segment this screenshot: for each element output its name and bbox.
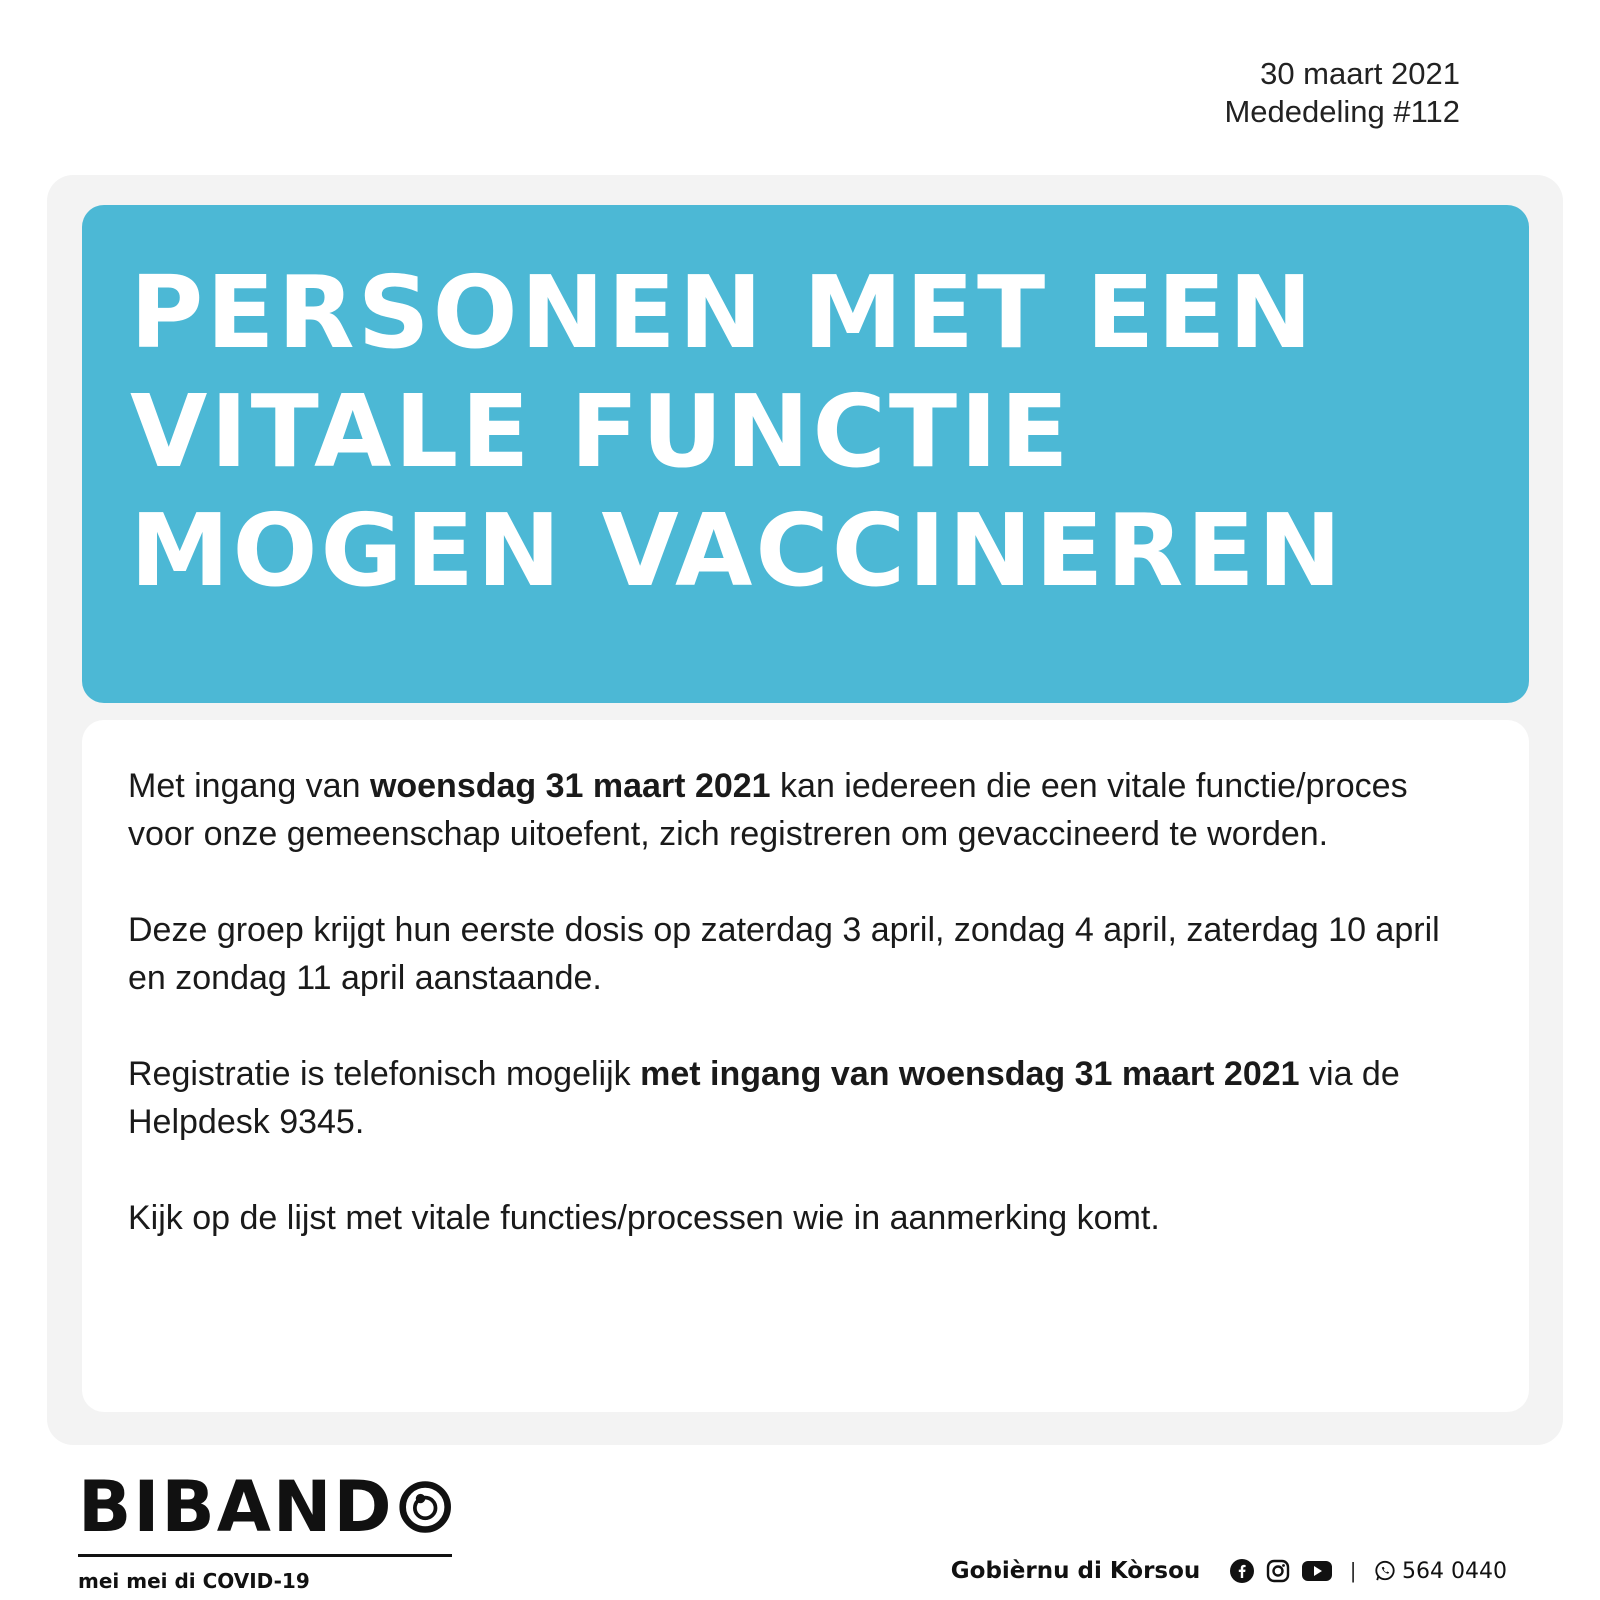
helpdesk-date-emphasis: met ingang van woensdag 31 maart 2021 bbox=[640, 1055, 1300, 1093]
footer-contact bbox=[951, 1558, 1507, 1584]
headline-line-2: VITALE FUNCTIE bbox=[130, 373, 1072, 490]
bibando-logo bbox=[78, 1466, 452, 1593]
paragraph-helpdesk: Registratie is telefonisch mogelijk met ingang van woensdag 31 maart 2021 via de Helpdesk 9345. bbox=[128, 1055, 1400, 1141]
body-card bbox=[82, 720, 1529, 1412]
logo-divider bbox=[78, 1554, 452, 1557]
logo-tagline: mei mei di COVID-19 bbox=[78, 1569, 310, 1593]
whatsapp-icon bbox=[1374, 1560, 1396, 1582]
phone-contact[interactable] bbox=[1374, 1559, 1507, 1584]
instagram-icon[interactable] bbox=[1266, 1559, 1290, 1583]
start-date-emphasis: woensdag 31 maart 2021 bbox=[369, 767, 771, 805]
notice-meta bbox=[1224, 55, 1460, 131]
logo-o-mark-icon bbox=[398, 1478, 452, 1536]
footer-separator: | bbox=[1350, 1558, 1357, 1583]
phone-number: 564 0440 bbox=[1402, 1558, 1507, 1584]
headline-line-1: PERSONEN MET EEN bbox=[130, 254, 1316, 371]
paragraph-registration-start: Met ingang van woensdag 31 maart 2021 kan iedereen die een vitale functie/proces voor onze gemeenschap uitoefent, zich registreren om gevaccineerd te worden. bbox=[128, 767, 1408, 853]
body-text bbox=[128, 762, 1448, 1290]
notice-date: 30 maart 2021 bbox=[1260, 56, 1460, 91]
headline bbox=[130, 253, 1344, 610]
headline-banner bbox=[82, 205, 1529, 703]
youtube-icon[interactable] bbox=[1302, 1560, 1332, 1582]
headline-line-3: MOGEN VACCINEREN bbox=[130, 492, 1345, 609]
government-name: Gobièrnu di Kòrsou bbox=[950, 1558, 1201, 1584]
notice-number: Mededeling #112 bbox=[1224, 94, 1460, 129]
paragraph-dose-dates: Deze groep krijgt hun eerste dosis op zaterdag 3 april, zondag 4 april, zaterdag 10 april en zondag 11 april aanstaande. bbox=[128, 911, 1440, 997]
paragraph-list-reference: Kijk op de lijst met vitale functies/processen wie in aanmerking komt. bbox=[128, 1199, 1160, 1237]
facebook-icon[interactable] bbox=[1230, 1559, 1254, 1583]
logo-wordmark: BIBAND bbox=[78, 1470, 452, 1544]
